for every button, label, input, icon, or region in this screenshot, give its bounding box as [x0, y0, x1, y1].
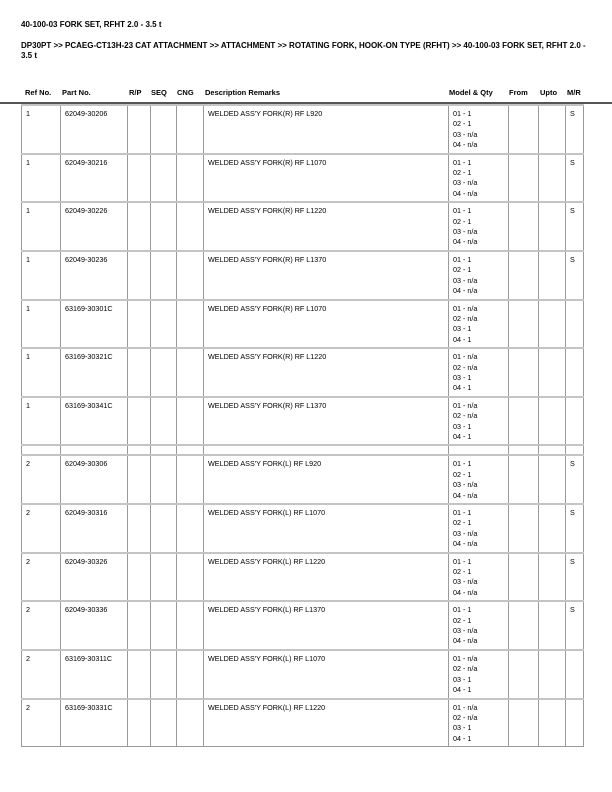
- part-no-cell: 63169-30331C: [61, 699, 128, 747]
- model-qty-cell: [449, 251, 509, 300]
- table-row: [22, 105, 584, 154]
- part-no-cell: [61, 445, 128, 455]
- model-qty-cell: [449, 601, 509, 650]
- part-no-cell: 62049-30206: [61, 105, 128, 154]
- header-part-no: Part No.: [62, 88, 91, 97]
- rp-cell: [128, 154, 151, 203]
- from-cell: [509, 445, 539, 455]
- from-cell: [509, 202, 539, 251]
- model-qty-line: 02 - 1: [453, 567, 472, 577]
- model-qty-cell: [449, 504, 509, 553]
- description-cell: WELDED ASS'Y FORK(L) RF L1220: [204, 553, 449, 602]
- rp-cell: [128, 105, 151, 154]
- header-rp: R/P: [129, 88, 142, 97]
- mr-cell: S: [566, 455, 584, 504]
- part-no-cell: 63169-30321C: [61, 348, 128, 397]
- mr-cell: S: [566, 504, 584, 553]
- model-qty-line: 02 - n/a: [453, 712, 478, 722]
- part-no-cell: 63169-30311C: [61, 650, 128, 699]
- table-row: [22, 699, 584, 747]
- mr-cell: [566, 348, 584, 397]
- model-qty-line: 04 - n/a: [453, 490, 478, 500]
- model-qty-cell: [449, 445, 509, 455]
- model-qty-line: 04 - n/a: [453, 587, 478, 597]
- model-qty-line: 02 - 1: [453, 469, 472, 479]
- model-qty-line: 03 - n/a: [453, 227, 478, 237]
- model-qty-line: 04 - 1: [453, 685, 472, 695]
- model-qty-line: 03 - n/a: [453, 480, 478, 490]
- table-row: [22, 154, 584, 203]
- model-qty-line: 03 - 1: [453, 674, 472, 684]
- model-qty-line: 02 - 1: [453, 265, 472, 275]
- upto-cell: [539, 397, 566, 446]
- model-qty-line: 01 - 1: [453, 206, 472, 216]
- ref-no-cell: 2: [22, 553, 61, 602]
- description-cell: WELDED ASS'Y FORK(R) RF L1220: [204, 348, 449, 397]
- model-qty-line: 02 - 1: [453, 119, 472, 129]
- separator-row: [22, 445, 584, 455]
- seq-cell: [151, 348, 177, 397]
- model-qty-line: 01 - n/a: [453, 352, 478, 362]
- mr-cell: [566, 445, 584, 455]
- header-description: Description Remarks: [205, 88, 281, 97]
- rp-cell: [128, 397, 151, 446]
- ref-no-cell: 2: [22, 504, 61, 553]
- mr-cell: S: [566, 553, 584, 602]
- mr-cell: [566, 397, 584, 446]
- model-qty-cell: [449, 553, 509, 602]
- from-cell: [509, 251, 539, 300]
- model-qty-line: 01 - 1: [453, 109, 472, 118]
- model-qty-line: 01 - 1: [453, 508, 472, 517]
- description-cell: WELDED ASS'Y FORK(L) RF L1370: [204, 601, 449, 650]
- description-cell: WELDED ASS'Y FORK(L) RF L1070: [204, 504, 449, 553]
- description-cell: WELDED ASS'Y FORK(L) RF L1070: [204, 650, 449, 699]
- header-model-qty: Model & Qty: [449, 88, 493, 97]
- mr-cell: [566, 650, 584, 699]
- ref-no-cell: 2: [22, 650, 61, 699]
- model-qty-line: 04 - n/a: [453, 636, 478, 646]
- table-row: [22, 650, 584, 699]
- seq-cell: [151, 300, 177, 349]
- rp-cell: [128, 348, 151, 397]
- model-qty-line: 04 - 1: [453, 334, 472, 344]
- upto-cell: [539, 300, 566, 349]
- part-no-cell: 63169-30301C: [61, 300, 128, 349]
- description-cell: WELDED ASS'Y FORK(R) RF L1220: [204, 202, 449, 251]
- upto-cell: [539, 251, 566, 300]
- mr-cell: S: [566, 601, 584, 650]
- upto-cell: [539, 455, 566, 504]
- cng-cell: [177, 105, 204, 154]
- ref-no-cell: [22, 445, 61, 455]
- header-ref-no: Ref No.: [25, 88, 52, 97]
- header-seq: SEQ: [151, 88, 167, 97]
- part-no-cell: 62049-30316: [61, 504, 128, 553]
- ref-no-cell: 2: [22, 455, 61, 504]
- upto-cell: [539, 105, 566, 154]
- cng-cell: [177, 445, 204, 455]
- description-cell: WELDED ASS'Y FORK(R) RF L1370: [204, 397, 449, 446]
- upto-cell: [539, 699, 566, 747]
- seq-cell: [151, 504, 177, 553]
- upto-cell: [539, 348, 566, 397]
- rp-cell: [128, 553, 151, 602]
- header-upto: Upto: [540, 88, 558, 97]
- mr-cell: [566, 300, 584, 349]
- part-no-cell: 62049-30216: [61, 154, 128, 203]
- model-qty-line: 01 - 1: [453, 157, 472, 167]
- model-qty-line: 04 - n/a: [453, 140, 478, 150]
- from-cell: [509, 699, 539, 747]
- mr-cell: S: [566, 105, 584, 154]
- ref-no-cell: 1: [22, 397, 61, 446]
- table-row: [22, 553, 584, 602]
- seq-cell: [151, 202, 177, 251]
- description-cell: [204, 445, 449, 455]
- description-cell: WELDED ASS'Y FORK(R) RF L1070: [204, 154, 449, 203]
- seq-cell: [151, 105, 177, 154]
- header-mr: M/R: [567, 88, 581, 97]
- model-qty-line: 03 - 1: [453, 421, 472, 431]
- header-from: From: [509, 88, 528, 97]
- model-qty-line: 03 - 1: [453, 324, 472, 334]
- table-header: [0, 87, 612, 99]
- model-qty-line: 03 - n/a: [453, 626, 478, 636]
- from-cell: [509, 601, 539, 650]
- part-no-cell: 63169-30341C: [61, 397, 128, 446]
- description-cell: WELDED ASS'Y FORK(R) RF L1370: [204, 251, 449, 300]
- from-cell: [509, 504, 539, 553]
- model-qty-line: 03 - 1: [453, 372, 472, 382]
- model-qty-line: 03 - n/a: [453, 528, 478, 538]
- seq-cell: [151, 397, 177, 446]
- cng-cell: [177, 504, 204, 553]
- table-row: [22, 348, 584, 397]
- seq-cell: [151, 445, 177, 455]
- model-qty-line: 04 - n/a: [453, 237, 478, 247]
- description-cell: WELDED ASS'Y FORK(R) RF L920: [204, 105, 449, 154]
- ref-no-cell: 2: [22, 699, 61, 747]
- mr-cell: S: [566, 251, 584, 300]
- mr-cell: S: [566, 202, 584, 251]
- model-qty-line: 02 - 1: [453, 615, 472, 625]
- model-qty-cell: [449, 699, 509, 747]
- model-qty-line: 04 - 1: [453, 383, 472, 393]
- rp-cell: [128, 455, 151, 504]
- model-qty-line: 01 - 1: [453, 556, 472, 566]
- upto-cell: [539, 553, 566, 602]
- part-no-cell: 62049-30306: [61, 455, 128, 504]
- table-row: [22, 202, 584, 251]
- model-qty-line: 02 - n/a: [453, 313, 478, 323]
- cng-cell: [177, 251, 204, 300]
- seq-cell: [151, 650, 177, 699]
- ref-no-cell: 1: [22, 300, 61, 349]
- from-cell: [509, 650, 539, 699]
- upto-cell: [539, 650, 566, 699]
- model-qty-line: 03 - n/a: [453, 577, 478, 587]
- ref-no-cell: 1: [22, 251, 61, 300]
- from-cell: [509, 348, 539, 397]
- cng-cell: [177, 154, 204, 203]
- model-qty-line: 04 - n/a: [453, 188, 478, 198]
- model-qty-line: 01 - 1: [453, 605, 472, 615]
- upto-cell: [539, 202, 566, 251]
- header-cng: CNG: [177, 88, 194, 97]
- cng-cell: [177, 455, 204, 504]
- part-no-cell: 62049-30336: [61, 601, 128, 650]
- table-row: [22, 397, 584, 446]
- model-qty-cell: [449, 105, 509, 154]
- ref-no-cell: 1: [22, 154, 61, 203]
- model-qty-line: 03 - n/a: [453, 178, 478, 188]
- model-qty-line: 03 - n/a: [453, 275, 478, 285]
- seq-cell: [151, 699, 177, 747]
- cng-cell: [177, 397, 204, 446]
- model-qty-cell: [449, 397, 509, 446]
- rp-cell: [128, 300, 151, 349]
- ref-no-cell: 1: [22, 202, 61, 251]
- model-qty-line: 03 - 1: [453, 723, 472, 733]
- ref-no-cell: 1: [22, 105, 61, 154]
- from-cell: [509, 553, 539, 602]
- page-title: 40-100-03 FORK SET, RFHT 2.0 - 3.5 t: [21, 20, 162, 29]
- cng-cell: [177, 650, 204, 699]
- breadcrumb: DP30PT >> PCAEG-CT13H-23 CAT ATTACHMENT >> ATTACHMENT >> ROTATING FORK, HOOK-ON TYPE (RFHT) >> 40-100-03 FORK SET, RFHT 2.0 - 3.5 t: [21, 41, 586, 60]
- upto-cell: [539, 504, 566, 553]
- cng-cell: [177, 699, 204, 747]
- rp-cell: [128, 601, 151, 650]
- seq-cell: [151, 154, 177, 203]
- model-qty-cell: [449, 202, 509, 251]
- upto-cell: [539, 445, 566, 455]
- model-qty-line: 01 - n/a: [453, 702, 478, 712]
- model-qty-line: 04 - 1: [453, 733, 472, 743]
- rp-cell: [128, 650, 151, 699]
- model-qty-line: 02 - 1: [453, 168, 472, 178]
- cng-cell: [177, 553, 204, 602]
- from-cell: [509, 455, 539, 504]
- model-qty-cell: [449, 650, 509, 699]
- seq-cell: [151, 251, 177, 300]
- parts-table-body: [22, 105, 584, 747]
- model-qty-line: 01 - 1: [453, 254, 472, 264]
- seq-cell: [151, 601, 177, 650]
- from-cell: [509, 154, 539, 203]
- model-qty-line: 02 - 1: [453, 518, 472, 528]
- cng-cell: [177, 202, 204, 251]
- rp-cell: [128, 202, 151, 251]
- model-qty-line: 02 - 1: [453, 216, 472, 226]
- upto-cell: [539, 154, 566, 203]
- rp-cell: [128, 699, 151, 747]
- part-no-cell: 62049-30326: [61, 553, 128, 602]
- model-qty-cell: [449, 348, 509, 397]
- ref-no-cell: 2: [22, 601, 61, 650]
- ref-no-cell: 1: [22, 348, 61, 397]
- model-qty-cell: [449, 154, 509, 203]
- table-row: [22, 300, 584, 349]
- from-cell: [509, 397, 539, 446]
- model-qty-line: 01 - n/a: [453, 653, 478, 663]
- mr-cell: S: [566, 154, 584, 203]
- cng-cell: [177, 348, 204, 397]
- table-row: [22, 601, 584, 650]
- model-qty-line: 02 - n/a: [453, 411, 478, 421]
- table-row: [22, 455, 584, 504]
- description-cell: WELDED ASS'Y FORK(L) RF L1220: [204, 699, 449, 747]
- cng-cell: [177, 601, 204, 650]
- cng-cell: [177, 300, 204, 349]
- model-qty-line: 01 - n/a: [453, 303, 478, 313]
- description-cell: WELDED ASS'Y FORK(R) RF L1070: [204, 300, 449, 349]
- model-qty-line: 02 - n/a: [453, 362, 478, 372]
- model-qty-cell: [449, 455, 509, 504]
- rp-cell: [128, 504, 151, 553]
- seq-cell: [151, 553, 177, 602]
- part-no-cell: 62049-30236: [61, 251, 128, 300]
- model-qty-line: 01 - n/a: [453, 400, 478, 410]
- mr-cell: [566, 699, 584, 747]
- model-qty-line: 03 - n/a: [453, 129, 478, 139]
- model-qty-cell: [449, 300, 509, 349]
- table-row: [22, 251, 584, 300]
- table-row: [22, 504, 584, 553]
- rp-cell: [128, 445, 151, 455]
- from-cell: [509, 300, 539, 349]
- model-qty-line: 04 - n/a: [453, 539, 478, 549]
- upto-cell: [539, 601, 566, 650]
- model-qty-line: 04 - 1: [453, 431, 472, 441]
- parts-table: [21, 104, 584, 747]
- rp-cell: [128, 251, 151, 300]
- model-qty-line: 02 - n/a: [453, 664, 478, 674]
- seq-cell: [151, 455, 177, 504]
- from-cell: [509, 105, 539, 154]
- model-qty-line: 01 - 1: [453, 459, 472, 469]
- part-no-cell: 62049-30226: [61, 202, 128, 251]
- description-cell: WELDED ASS'Y FORK(L) RF L920: [204, 455, 449, 504]
- model-qty-line: 04 - n/a: [453, 286, 478, 296]
